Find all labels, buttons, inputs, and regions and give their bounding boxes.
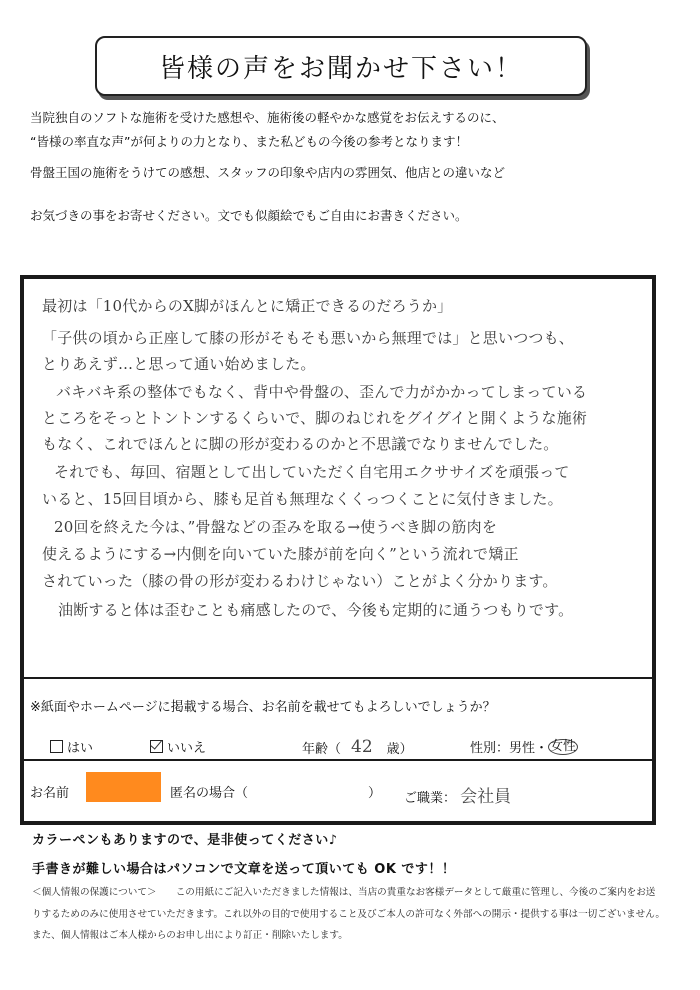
- comment-line: 最初は「10代からのX脚がほんとに矯正できるのだろうか」: [42, 297, 453, 315]
- color-pen-note: カラーペンもありますので、是非使ってください♪: [32, 833, 338, 848]
- handwritten-comment: [28, 283, 648, 677]
- comment-line: 油断すると体は歪むことも痛感したので、今後も定期的に通うつもりです。: [58, 601, 574, 619]
- section-divider: [24, 759, 652, 761]
- comment-line: いると、15回目頃から、膝も足首も無理なくくっつくことに気付きました。: [42, 490, 563, 508]
- page-title: 皆様の声をお聞かせ下さい！: [95, 36, 587, 96]
- comment-line: ところをそっとトントンするくらいで、脚のねじれをグイグイと開くような施術: [42, 409, 588, 427]
- yes-checkbox[interactable]: [50, 740, 63, 753]
- consent-question: ※紙面やホームページに掲載する場合、お名前を載せてもよろしいでしょうか？: [30, 700, 496, 715]
- job-label: ご職業：: [404, 791, 457, 806]
- comment-line: されていった（膝の骨の形が変わるわけじゃない）ことがよく分かります。: [42, 572, 558, 590]
- no-checkbox[interactable]: [150, 740, 163, 753]
- privacy-line: りするためのみに使用させていただきます。これ以外の目的で使用すること及びご本人の許可なく外部への開示・提供する事は一切ございません。: [32, 909, 665, 920]
- comment-line: とりあえず…と思って通い始めました。: [42, 355, 316, 373]
- intro-line-1: 当院独自のソフトな施術を受けた感想や、施術後の軽やかな感覚をお伝えするのに、: [30, 110, 505, 125]
- redacted-name: [86, 772, 161, 802]
- comment-line: 使えるようにする→内側を向いていた膝が前を向く”という流れで矯正: [42, 545, 519, 563]
- yes-label: はい: [67, 741, 94, 756]
- job-field[interactable]: [404, 782, 511, 807]
- intro-line-3: 骨盤王国の施術をうけての感想、スタッフの印象や店内の雰囲気、他店との違いなど: [30, 165, 506, 180]
- gender-field[interactable]: [470, 737, 578, 756]
- anonymous-label: 匿名の場合（: [170, 786, 249, 801]
- gender-selected-female[interactable]: 女性: [550, 738, 577, 754]
- comment-line: もなく、これでほんとに脚の形が変わるのかと不思議でなりませんでした。: [42, 435, 559, 453]
- section-divider: [24, 677, 652, 679]
- pc-note: 手書きが難しい場合はパソコンで文章を送って頂いても OK です！！: [32, 862, 456, 877]
- intro-line-2: “皆様の率直な声”が何よりの力となり、また私どもの今後の参考となります！: [30, 134, 468, 149]
- job-value: 会社員: [460, 787, 512, 807]
- comment-line: 20回を終えた今は、”骨盤などの歪みを取る→使うべき脚の筋肉を: [54, 518, 498, 536]
- age-field[interactable]: [302, 737, 413, 757]
- privacy-line: また、個人情報はご本人様からのお申し出により訂正・削除いたします。: [32, 930, 348, 941]
- consent-no-option[interactable]: [150, 737, 206, 756]
- age-label: 年齢（: [302, 741, 342, 757]
- comment-form: [20, 275, 656, 825]
- intro-line-4: お気づきの事をお寄せください。文でも似顔絵でもご自由にお書きください。: [30, 208, 468, 223]
- comment-line: それでも、毎回、宿題として出していただく自宅用エクササイズを頑張って: [54, 463, 570, 481]
- name-label: お名前: [30, 786, 70, 801]
- no-label: いいえ: [167, 741, 207, 756]
- privacy-line: ＜個人情報の保護について＞ この用紙にご記入いただきました情報は、当店の貴重なお客様データとして厳重に管理し、今後のご案内をお送: [32, 887, 656, 898]
- consent-yes-option[interactable]: [50, 737, 93, 756]
- comment-line: 「子供の頃から正座して膝の形がそもそも悪いから無理では」と思いつつも、: [42, 329, 575, 347]
- gender-label: 性別：男性・: [470, 741, 549, 756]
- anonymous-close: ）: [368, 786, 382, 801]
- age-suffix: 歳）: [386, 741, 413, 757]
- age-value: 42: [351, 737, 373, 757]
- comment-line: バキバキ系の整体でもなく、背中や骨盤の、歪んで力がかかってしまっている: [56, 383, 588, 401]
